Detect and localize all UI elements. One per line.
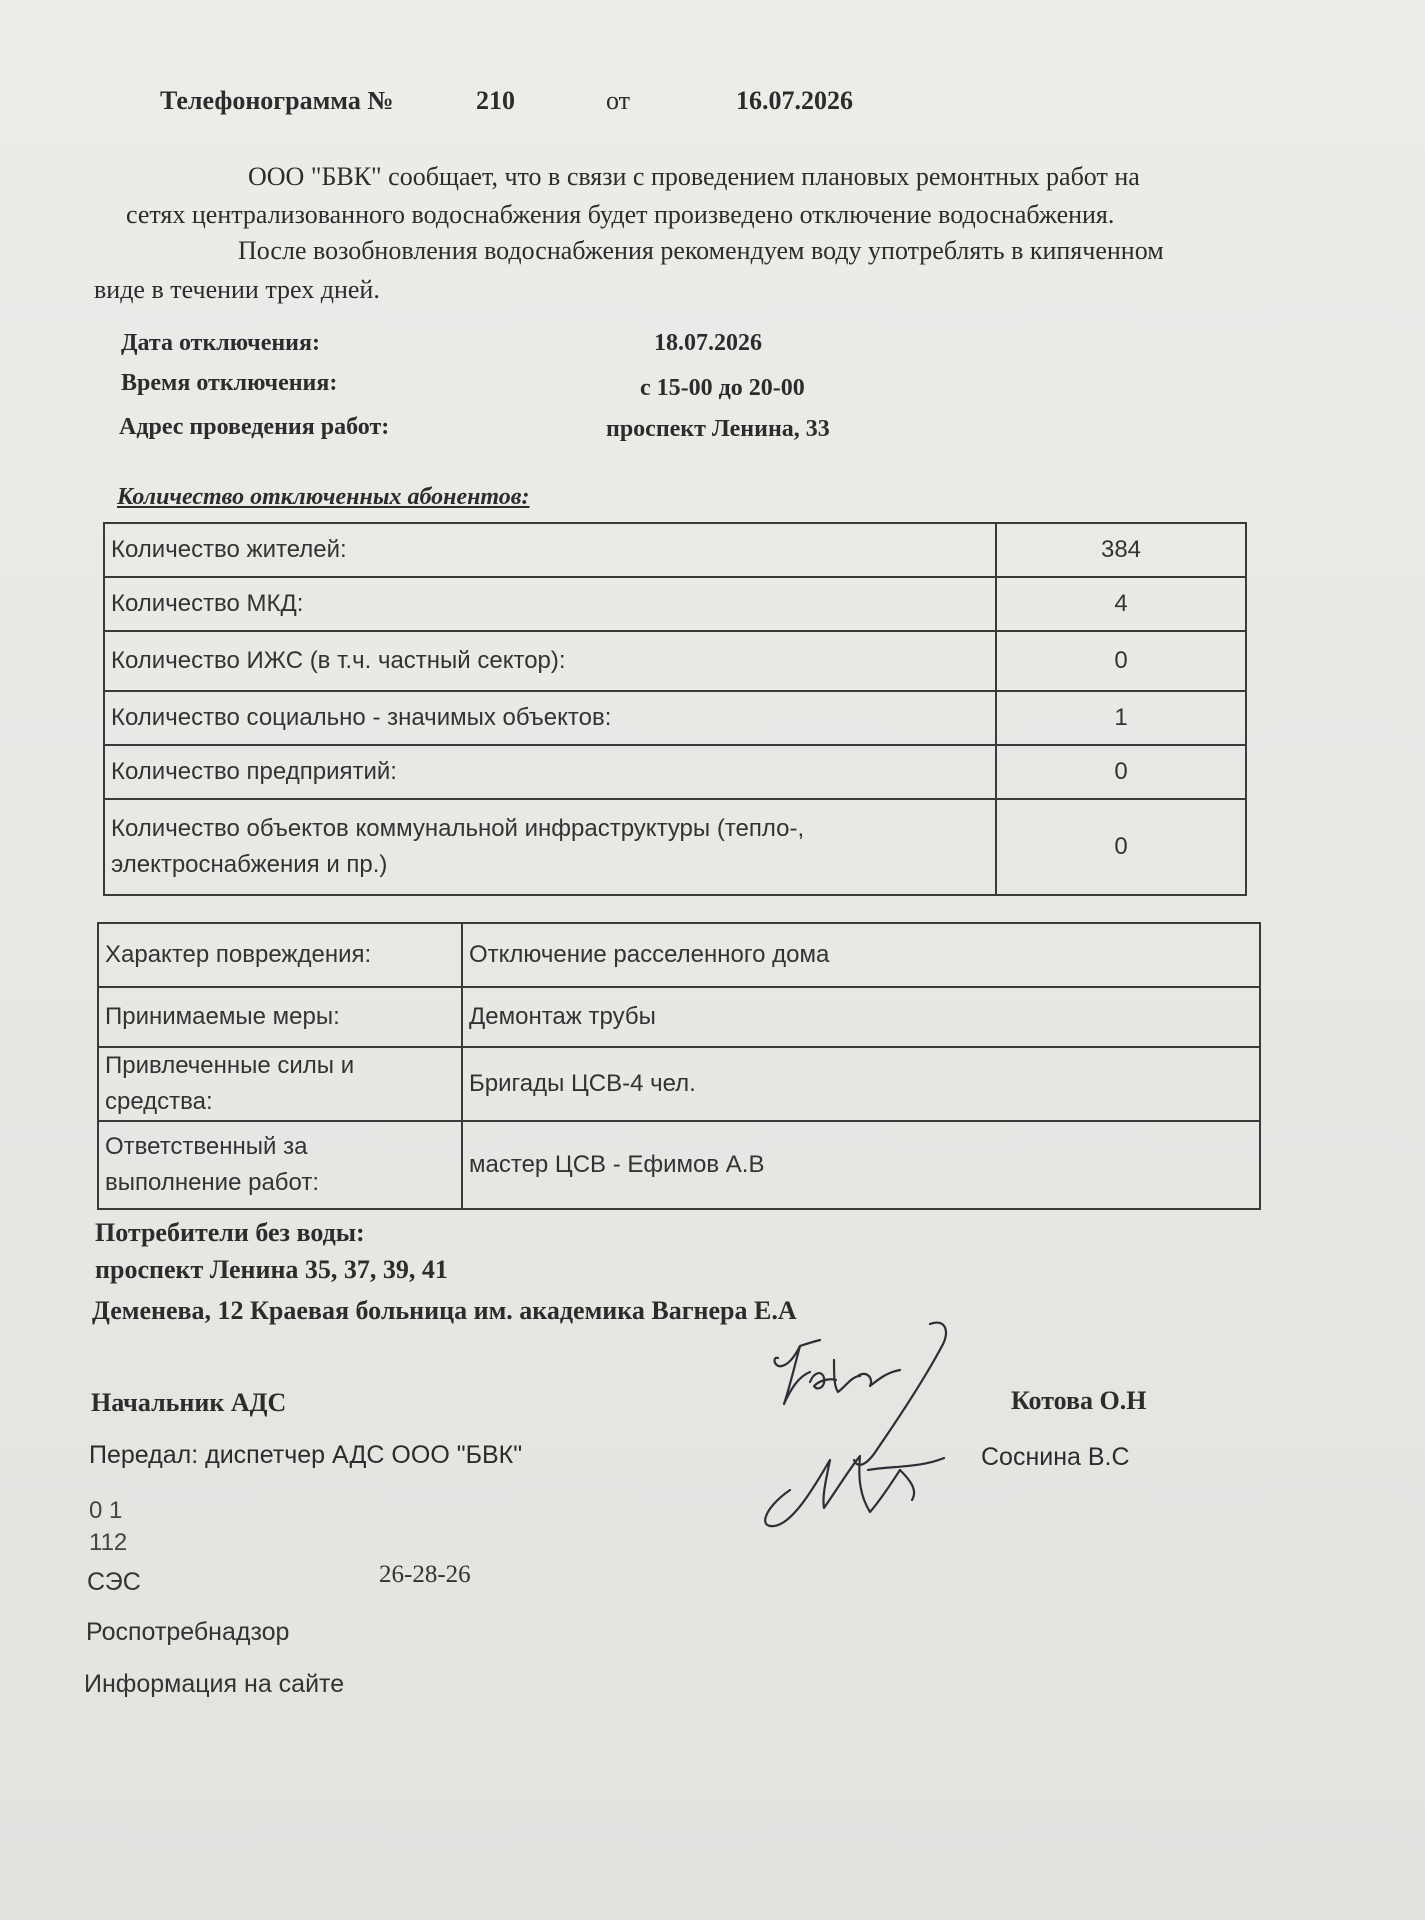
date-label: Дата отключения: — [121, 330, 320, 356]
row-value: 0 — [996, 745, 1246, 799]
table-row — [104, 799, 1246, 895]
ses-label: СЭС — [87, 1568, 141, 1596]
site-info: Информация на сайте — [84, 1670, 345, 1698]
ses-phone: 26-28-26 — [379, 1561, 471, 1588]
row-key-line1: Ответственный за — [105, 1133, 308, 1160]
distribution-line1: 0 1 — [89, 1497, 123, 1524]
sender-name: Соснина В.С — [981, 1443, 1130, 1471]
row-label — [104, 799, 996, 895]
table-row — [104, 523, 1246, 577]
subscribers-table — [103, 522, 1247, 896]
row-value: 384 — [996, 523, 1246, 577]
row-label: Количество МКД: — [104, 577, 996, 631]
damage-table — [97, 922, 1261, 1210]
table-row — [98, 987, 1260, 1047]
sender-label: Передал: диспетчер АДС ООО "БВК" — [89, 1441, 523, 1469]
consumers-line2: Деменева, 12 Краевая больница им. академика Вагнера Е.А — [92, 1296, 797, 1325]
distribution-line2: 112 — [89, 1529, 128, 1556]
row-label-line2: электроснабжения и пр.) — [111, 851, 388, 878]
time-label: Время отключения: — [121, 370, 338, 396]
table-row — [104, 745, 1246, 799]
row-label: Количество жителей: — [104, 523, 996, 577]
row-key — [98, 1047, 462, 1121]
row-value: 1 — [996, 691, 1246, 745]
table-row — [104, 691, 1246, 745]
chief-label: Начальник АДС — [91, 1388, 287, 1417]
row-key-line1: Привлеченные силы и — [105, 1052, 355, 1079]
row-label-line1: Количество объектов коммунальной инфраструктуры (тепло-, — [111, 815, 805, 842]
row-value: 4 — [996, 577, 1246, 631]
intro-p2-line1: После возобновления водоснабжения рекомендуем воду употреблять в кипяченном — [238, 236, 1164, 265]
intro-p1-line2: сетях централизованного водоснабжения будет произведено отключение водоснабжения. — [126, 200, 1115, 229]
row-value: Бригады ЦСВ-4 чел. — [462, 1047, 1260, 1121]
table-row — [104, 577, 1246, 631]
chief-name: Котова О.Н — [1011, 1386, 1147, 1415]
handwritten-signature — [750, 1320, 990, 1540]
row-key-line2: выполнение работ: — [105, 1169, 320, 1196]
row-value: Отключение расселенного дома — [462, 923, 1260, 987]
row-value: 0 — [996, 631, 1246, 691]
row-key-line2: средства: — [105, 1088, 213, 1115]
row-key: Принимаемые меры: — [98, 987, 462, 1047]
time-value: с 15-00 до 20-00 — [640, 375, 805, 401]
document-number: 210 — [476, 86, 515, 115]
date-value: 18.07.2026 — [654, 330, 762, 356]
table-row — [98, 1047, 1260, 1121]
table-row — [98, 1121, 1260, 1209]
row-key: Характер повреждения: — [98, 923, 462, 987]
row-label: Количество ИЖС (в т.ч. частный сектор): — [104, 631, 996, 691]
from-word: от — [606, 86, 631, 115]
row-key — [98, 1121, 462, 1209]
intro-p2-line2: виде в течении трех дней. — [94, 275, 380, 304]
rospotrebnadzor: Роспотребнадзор — [86, 1618, 290, 1646]
row-value: Демонтаж трубы — [462, 987, 1260, 1047]
row-label: Количество предприятий: — [104, 745, 996, 799]
address-label: Адрес проведения работ: — [119, 414, 390, 440]
table-row — [98, 923, 1260, 987]
document-title: Телефонограмма № — [160, 86, 394, 115]
row-value: мастер ЦСВ - Ефимов А.В — [462, 1121, 1260, 1209]
subscribers-heading: Количество отключенных абонентов: — [117, 484, 530, 510]
row-value: 0 — [996, 799, 1246, 895]
consumers-heading: Потребители без воды: — [95, 1218, 365, 1247]
consumers-line1: проспект Ленина 35, 37, 39, 41 — [95, 1255, 448, 1284]
intro-p1-line1: ООО "БВК" сообщает, что в связи с проведением плановых ремонтных работ на — [248, 162, 1140, 191]
table-row — [104, 631, 1246, 691]
document-date: 16.07.2026 — [736, 86, 853, 115]
address-value: проспект Ленина, 33 — [606, 416, 830, 442]
row-label: Количество социально - значимых объектов: — [104, 691, 996, 745]
